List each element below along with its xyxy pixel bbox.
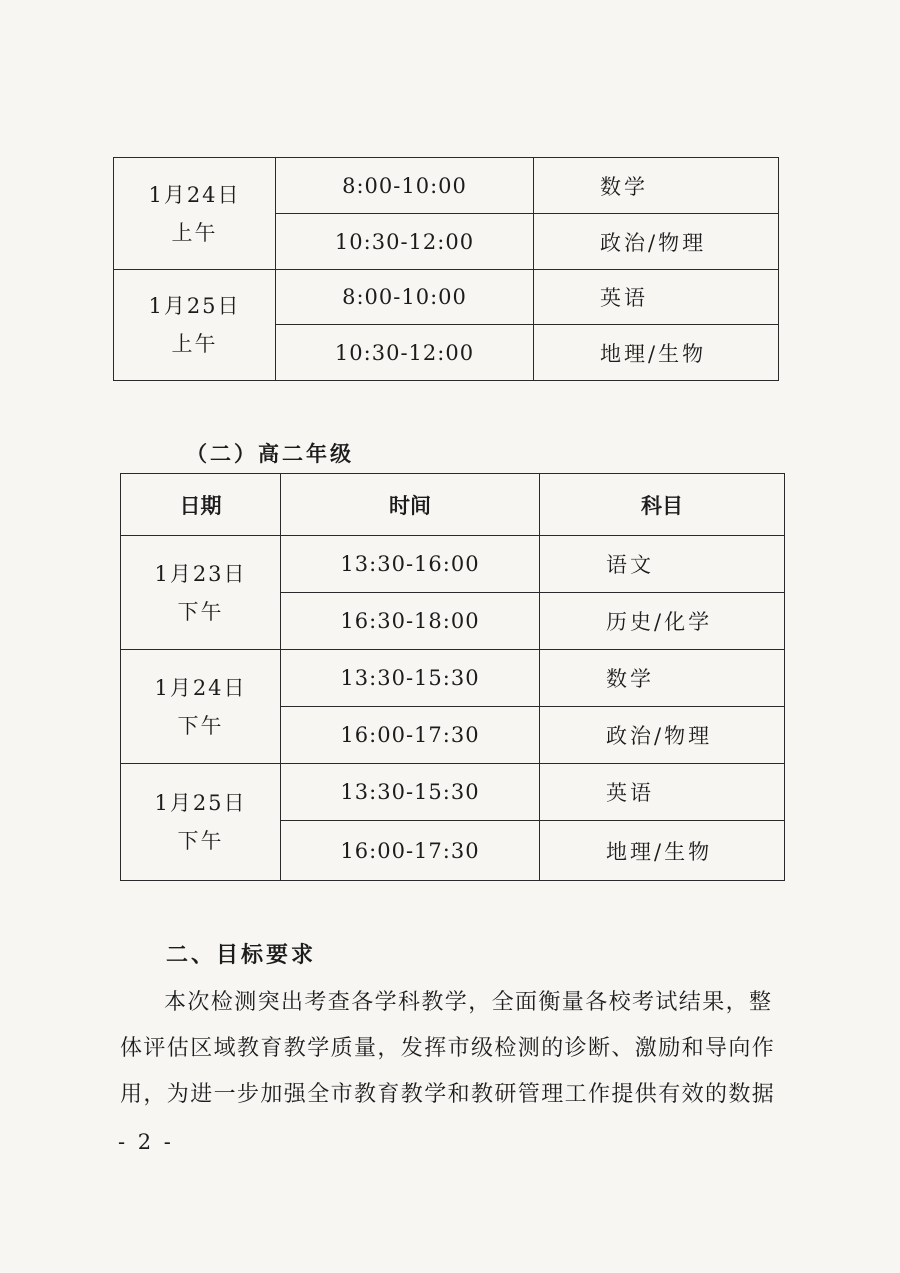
subject-cell: 数学 <box>540 650 785 707</box>
page-number: - 2 - <box>118 1130 174 1154</box>
time-cell: 8:00-10:00 <box>276 158 534 214</box>
period-label: 下午 <box>177 599 224 624</box>
time-cell: 8:00-10:00 <box>276 270 534 325</box>
subject-cell: 英语 <box>534 270 779 325</box>
schedule-table-grade-2 <box>120 473 785 881</box>
time-cell: 16:00-17:30 <box>281 707 540 764</box>
date-cell <box>114 158 276 270</box>
date-label: 1月24日 <box>154 675 247 700</box>
time-cell: 10:30-12:00 <box>276 214 534 270</box>
header-subject: 科目 <box>540 474 785 536</box>
date-cell <box>114 270 276 381</box>
subject-cell: 政治/物理 <box>540 707 785 764</box>
table-row <box>121 650 785 707</box>
header-time: 时间 <box>281 474 540 536</box>
time-cell: 13:30-15:30 <box>281 764 540 821</box>
table-row <box>114 270 779 325</box>
section-heading-goals: 二、目标要求 <box>166 943 317 968</box>
table-header-row <box>121 474 785 536</box>
subject-cell: 政治/物理 <box>534 214 779 270</box>
period-label: 上午 <box>171 332 218 356</box>
period-label: 上午 <box>171 220 218 245</box>
schedule-table-grade-1 <box>113 157 779 381</box>
time-cell: 10:30-12:00 <box>276 325 534 381</box>
time-cell: 13:30-15:30 <box>281 650 540 707</box>
table-row <box>121 764 785 821</box>
date-label: 1月24日 <box>148 182 241 207</box>
subject-cell: 地理/生物 <box>540 821 785 881</box>
section-heading-grade-2: （二）高二年级 <box>186 442 354 466</box>
paragraph-line: 用，为进一步加强全市教育教学和教研管理工作提供有效的数据 <box>120 1082 776 1107</box>
time-cell: 13:30-16:00 <box>281 536 540 593</box>
date-label: 1月25日 <box>154 791 247 815</box>
period-label: 下午 <box>177 829 224 853</box>
paragraph-line: 体评估区域教育教学质量，发挥市级检测的诊断、激励和导向作 <box>120 1036 776 1061</box>
subject-cell: 英语 <box>540 764 785 821</box>
paragraph-line: 本次检测突出考查各学科教学，全面衡量各校考试结果，整 <box>164 990 773 1015</box>
header-date: 日期 <box>121 474 281 536</box>
date-label: 1月25日 <box>148 294 241 318</box>
subject-cell: 语文 <box>540 536 785 593</box>
subject-cell: 数学 <box>534 158 779 214</box>
date-cell <box>121 764 281 881</box>
date-label: 1月23日 <box>154 561 247 586</box>
table-row <box>121 536 785 593</box>
subject-cell: 历史/化学 <box>540 593 785 650</box>
time-cell: 16:30-18:00 <box>281 593 540 650</box>
table-row <box>114 158 779 214</box>
subject-cell: 地理/生物 <box>534 325 779 381</box>
date-cell <box>121 650 281 764</box>
period-label: 下午 <box>177 713 224 738</box>
body-paragraph <box>120 980 800 1118</box>
date-cell <box>121 536 281 650</box>
time-cell: 16:00-17:30 <box>281 821 540 881</box>
